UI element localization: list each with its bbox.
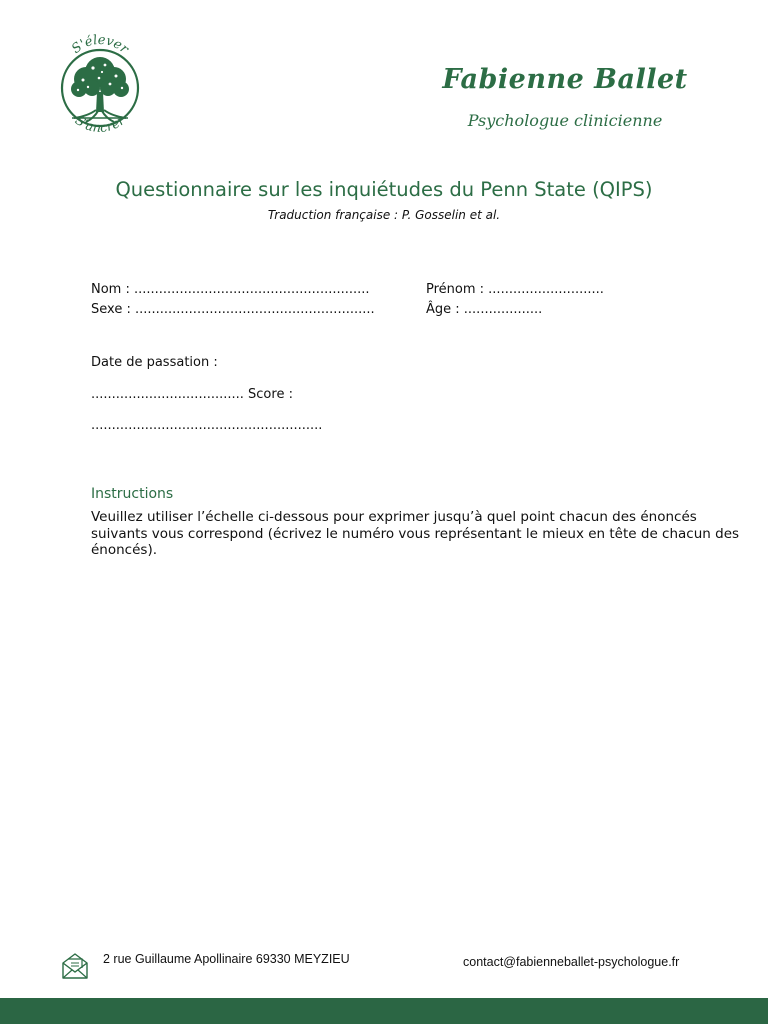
tree-trunk — [96, 92, 104, 112]
field-prenom: Prénom : ............................ — [426, 282, 604, 297]
field-score-value: ........................................................ — [91, 418, 323, 433]
instructions-text: Veuillez utiliser l’échelle ci-dessous pour exprimer jusqu’à quel point chacun des énoncés suivants vous correspond (écrivez le numéro vous représentant le mieux en tête de chacun des énoncés). — [91, 509, 740, 558]
document-title: Questionnaire sur les inquiétudes du Penn State (QIPS) — [115, 178, 653, 201]
instructions-heading: Instructions — [91, 486, 174, 502]
logo-text-bottom: S'ancrer — [71, 113, 129, 137]
logo-text-top: S'élever — [69, 32, 132, 57]
field-date-score: ..................................... Score : — [91, 387, 293, 402]
footer-contact-email[interactable]: contact@fabienneballet-psychologue.fr — [463, 955, 680, 969]
field-age: Âge : ................... — [426, 302, 543, 317]
psychologist-name: Fabienne Ballet — [442, 64, 688, 95]
field-date-passation: Date de passation : — [91, 355, 218, 370]
tree-canopy — [71, 57, 129, 97]
footer-address: 2 rue Guillaume Apollinaire 69330 MEYZIEU — [103, 952, 350, 966]
field-nom: Nom : ......................................................... — [91, 282, 370, 297]
psychologist-role: Psychologue clinicienne — [467, 111, 663, 130]
envelope-icon — [60, 951, 90, 981]
tree-of-life-logo — [52, 32, 148, 140]
footer-band — [0, 998, 768, 1024]
document-subtitle: Traduction française : P. Gosselin et al. — [267, 208, 501, 222]
field-sexe: Sexe : .......................................................... — [91, 302, 375, 317]
